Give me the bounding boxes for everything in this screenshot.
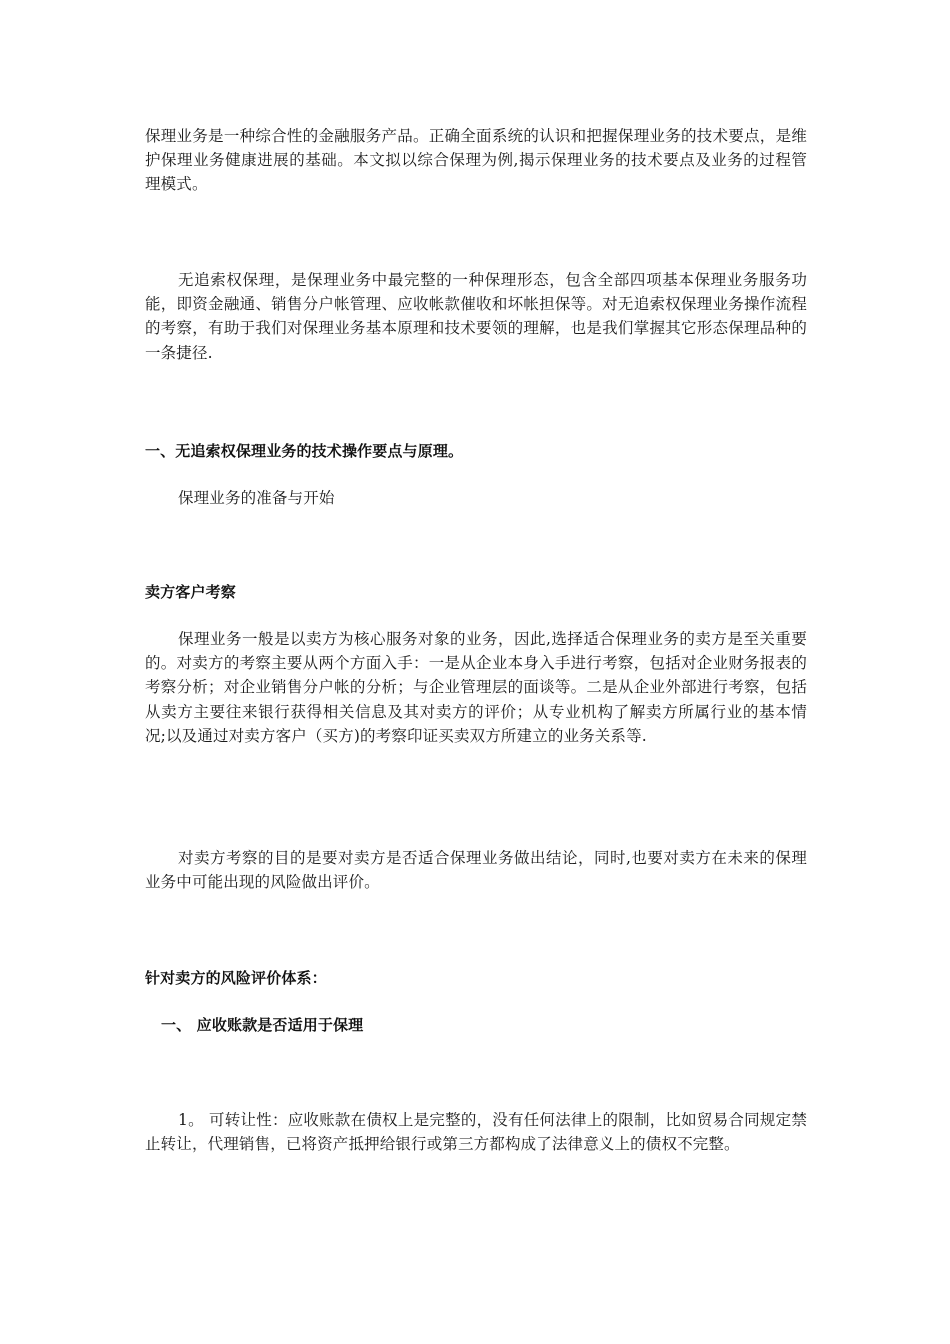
prep-start-paragraph: 保理业务的准备与开始 — [178, 489, 335, 507]
risk-system-heading: 针对卖方的风险评价体系： — [145, 969, 327, 987]
review-purpose-paragraph: 对卖方考察的目的是要对卖方是否适合保理业务做出结论，同时,也要对卖方在未来的保理业务中可能出现的风险做出评价。 — [145, 849, 807, 892]
no-recourse-paragraph: 无追索权保理，是保理业务中最完整的一种保理形态，包含全部四项基本保理业务服务功能，即资金融通、销售分户帐管理、应收帐款催收和坏帐担保等。对无追索权保理业务操作流程的考察，有助于我们对保理业务基本原理和技术要领的理解，也是我们掌握其它形态保理品种的一条捷径. — [145, 271, 807, 362]
section-heading: 一、无追索权保理业务的技术操作要点与原理。 — [145, 442, 464, 460]
seller-review-paragraph: 保理业务一般是以卖方为核心服务对象的业务，因此,选择适合保理业务的卖方是至关重要的。对卖方的考察主要从两个方面入手：一是从企业本身入手进行考察，包括对企业财务报表的考察分析；对企业销售分户帐的分析；与企业管理层的面谈等。二是从企业外部进行考察，包括从卖方主要往来银行获得相关信息及其对卖方的评价；从专业机构了解卖方所属行业的基本情况;以及通过对卖方客户（买方)的考察印证买卖双方所建立的业务关系等. — [145, 630, 807, 745]
transferability-paragraph: 1。 可转让性：应收账款在债权上是完整的，没有任何法律上的限制，比如贸易合同规定禁止转让，代理销售，已将资产抵押给银行或第三方都构成了法律意义上的债权不完整。 — [145, 1111, 807, 1154]
receivable-heading: 一、 应收账款是否适用于保理 — [161, 1016, 364, 1034]
intro-paragraph: 保理业务是一种综合性的金融服务产品。正确全面系统的认识和把握保理业务的技术要点，是维护保理业务健康进展的基础。本文拟以综合保理为例,揭示保理业务的技术要点及业务的过程管理模式。 — [145, 127, 807, 194]
seller-review-heading: 卖方客户考察 — [145, 583, 236, 601]
